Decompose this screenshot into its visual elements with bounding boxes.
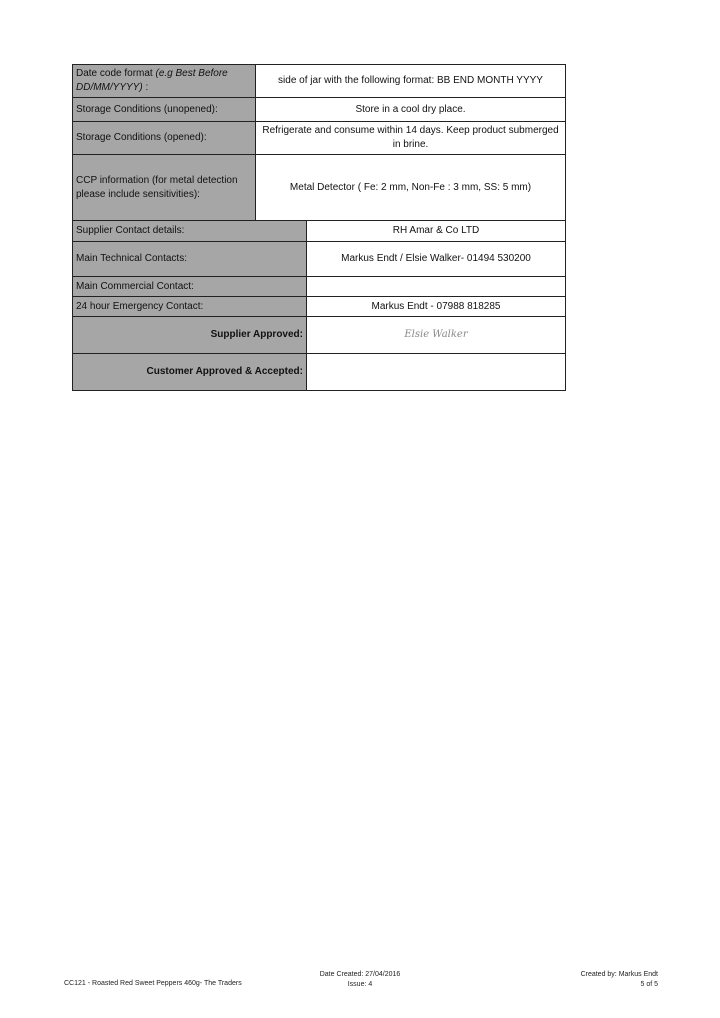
table-row [73,65,566,98]
table-row [73,317,566,354]
storage-opened-label: Storage Conditions (opened): [73,122,256,155]
footer-right [540,970,658,990]
table-row [73,277,566,297]
table-row [73,297,566,317]
customer-approved-label: Customer Approved & Accepted: [73,354,307,391]
table-row [73,221,566,242]
spec-table [72,64,566,391]
main-technical-value: Markus Endt / Elsie Walker- 01494 530200 [307,242,566,277]
table-row [73,155,566,221]
supplier-approved-label: Supplier Approved: [73,317,307,354]
table-row [73,98,566,122]
ccp-value: Metal Detector ( Fe: 2 mm, Non-Fe : 3 mm, SS: 5 mm) [256,155,566,221]
footer-date-created: Date Created: 27/04/2016 [319,971,401,978]
storage-opened-value: Refrigerate and consume within 14 days. Keep product submerged in brine. [256,122,566,155]
emergency-value: Markus Endt - 07988 818285 [307,297,566,317]
emergency-label: 24 hour Emergency Contact: [73,297,307,317]
supplier-approved-value [307,317,566,354]
supplier-contact-label: Supplier Contact details: [73,221,307,242]
footer-page-number: 5 of 5 [640,981,658,988]
storage-unopened-label: Storage Conditions (unopened): [73,98,256,122]
supplier-contact-value: RH Amar & Co LTD [307,221,566,242]
table-row [73,242,566,277]
main-technical-label: Main Technical Contacts: [73,242,307,277]
signature: Elsie Walker [404,329,468,340]
ccp-label: CCP information (for metal detection please include sensitivities): [73,155,256,221]
storage-unopened-value: Store in a cool dry place. [256,98,566,122]
footer-center [300,970,420,990]
footer-doc-ref: CC121 - Roasted Red Sweet Peppers 460g- The Traders [64,980,242,987]
main-commercial-value [307,277,566,297]
table-row [73,122,566,155]
table-row [73,354,566,391]
footer-created-by: Created by: Markus Endt [580,971,658,978]
main-commercial-label: Main Commercial Contact: [73,277,307,297]
date-code-label: Date code format (e.g Best Before DD/MM/YYYY) : [73,65,256,98]
footer-issue: Issue: 4 [347,981,373,988]
customer-approved-value [307,354,566,391]
date-code-value: side of jar with the following format: BB END MONTH YYYY [256,65,566,98]
